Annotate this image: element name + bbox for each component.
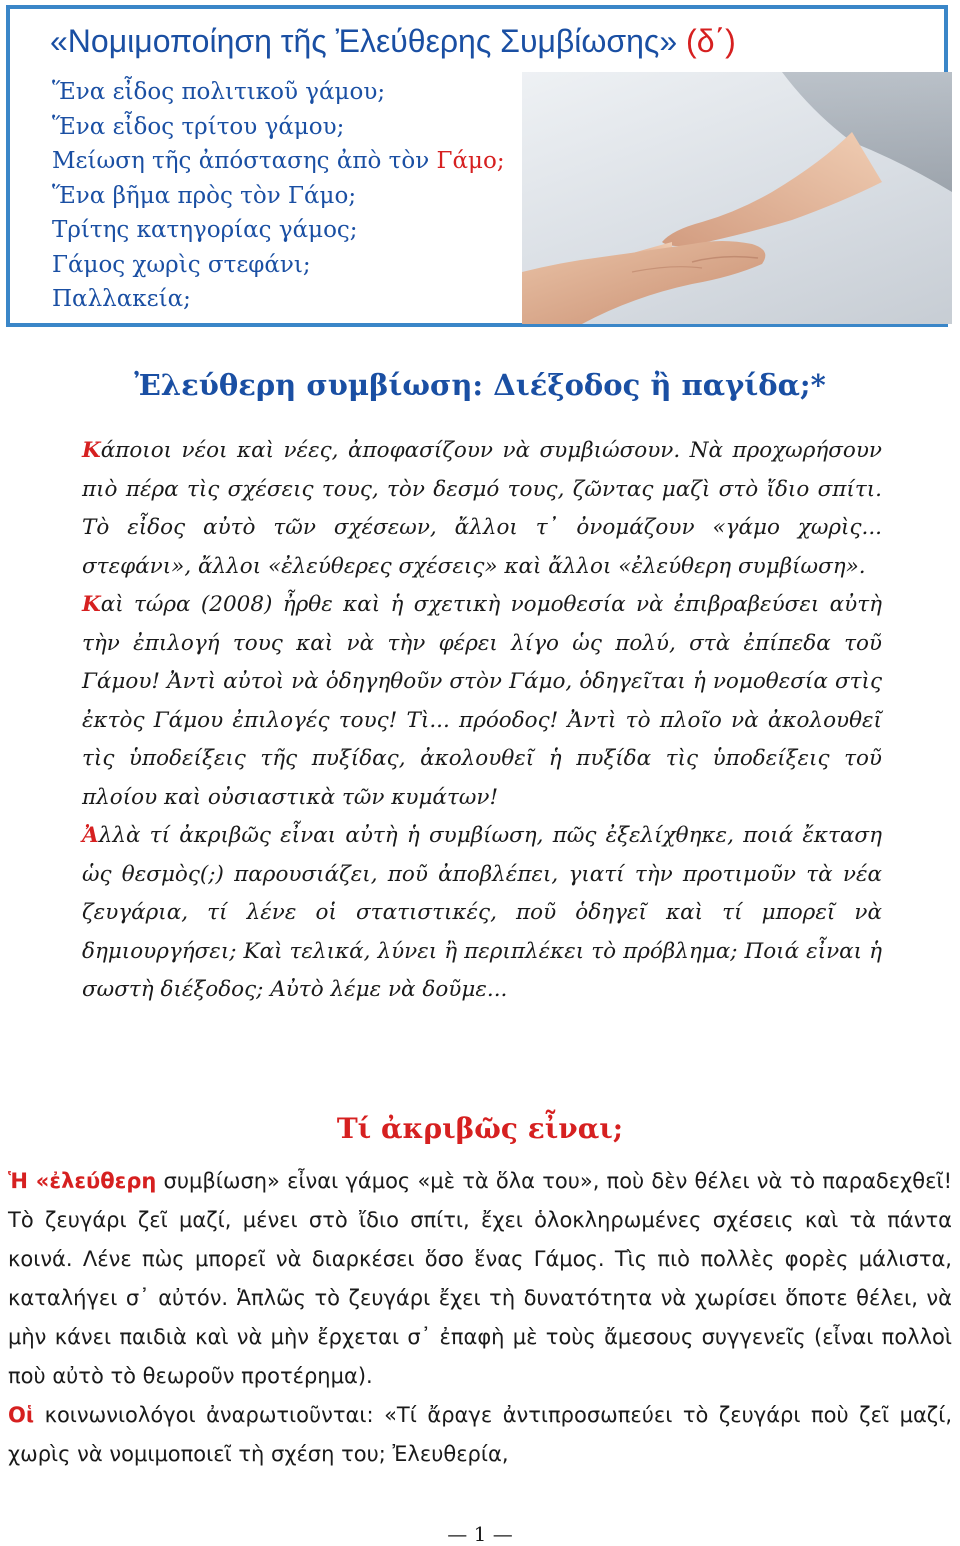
question-item: [52, 144, 505, 179]
hands-photo: [522, 72, 952, 324]
drop-letter: Κ: [82, 438, 101, 463]
section1-title: Ἐλεύθερη συμβίωση: Διέξοδος ἢ παγίδα;*: [134, 368, 826, 402]
question-item: Ἕνα εἶδος πολιτικοῦ γάμου;: [52, 79, 386, 105]
question-item: Γάμος χωρὶς στεφάνι;: [52, 251, 311, 278]
question-list: [52, 75, 505, 317]
question-item: Τρίτης κατηγορίας γάμος;: [52, 217, 358, 243]
paragraph: [82, 586, 882, 817]
paragraph-text: αὶ τώρα (2008) ἦρθε καὶ ἡ σχετικὴ νομοθεσία νὰ ἐπιβραβεύσει αὐτὴ τὴν ἐπιλογή τους καὶ νὰ τὴν φέρει λίγο ὡς πολύ, στὰ ἐπίπεδα τοῦ Γάμου! Ἀντὶ αὐτοὶ νὰ ὁδηγηθοῦν στὸν Γάμο, ὁδηγεῖται ἡ νομοθεσία στὶς ἐκτὸς Γάμου ἐπιλογές τους! Τὶ... πρόοδος! Ἀντὶ τὸ πλοῖο νὰ ἀκολουθεῖ τὶς ὑποδείξεις τῆς πυξίδας, ἀκολουθεῖ ἡ πυξίδα τὶς ὑποδείξεις τοῦ πλοίου καὶ οὐσιαστικὰ τῶν κυμάτων!: [82, 592, 882, 810]
header-title: [50, 23, 736, 60]
section1-text: [82, 432, 882, 1010]
paragraph: [82, 817, 882, 1010]
question-text: Μείωση τῆς ἀπόστασης ἀπὸ τὸν: [52, 148, 430, 174]
header-title-text: «Νομιμοποίηση τῆς Ἐλεύθερης Συμβίωσης»: [50, 23, 678, 59]
highlight-word: Ἡ «ἐλεύθερη: [8, 1169, 157, 1193]
highlight-word: Οἱ: [8, 1403, 35, 1427]
header-box: [6, 5, 948, 327]
section2-title: Τί ἀκριβῶς εἶναι;: [336, 1112, 624, 1145]
paragraph: [82, 432, 882, 586]
paragraph: [8, 1162, 952, 1396]
paragraph-text: λλὰ τί ἀκριβῶς εἶναι αὐτὴ ἡ συμβίωση, πῶς ἐξελίχθηκε, ποιά ἔκταση ὡς θεσμὸς(;) παρουσιάζει, ποῦ ἀποβλέπει, γιατί τὴν προτιμοῦν τὰ νέα ζευγάρια, τί λένε οἱ στατιστικές, ποῦ ὁδηγεῖ καὶ τί μπορεῖ νὰ δημιουργήσει; Καὶ τελικά, λύνει ἢ περιπλέκει τὸ πρόβλημα; Ποιά εἶναι ἡ σωστὴ διέξοδος; Αὐτὸ λέμε νὰ δοῦμε...: [82, 823, 882, 1002]
section2-text: [8, 1162, 952, 1474]
question-highlight: Γάμο;: [436, 148, 505, 174]
question-item: Παλλακεία;: [52, 286, 191, 312]
header-subtitle: (δ΄): [686, 23, 736, 59]
hands-illustration: [522, 72, 952, 324]
question-item: Ἕνα εἶδος τρίτου γάμου;: [52, 113, 345, 140]
paragraph: [8, 1396, 952, 1474]
paragraph-text: άποιοι νέοι καὶ νέες, ἀποφασίζουν νὰ συμβιώσουν. Νὰ προχωρήσουν πιὸ πέρα τὶς σχέσεις τους, τὸν δεσμό τους, ζῶντας μαζὶ στὸ ἴδιο σπίτι. Τὸ εἶδος αὐτὸ τῶν σχέσεων, ἄλλοι τ᾽ ὀνομάζουν «γάμο χωρὶς... στεφάνι», ἄλλοι «ἐλεύθερες σχέσεις» καὶ ἄλλοι «ἐλεύθερη συμβίωση».: [82, 438, 882, 579]
drop-letter: Κ: [82, 592, 101, 617]
question-item: Ἕνα βῆμα πρὸς τὸν Γάμο;: [52, 182, 357, 209]
drop-letter: Ἀ: [82, 823, 99, 848]
paragraph-text: συμβίωση» εἶναι γάμος «μὲ τὰ ὅλα του», ποὺ δὲν θέλει νὰ τὸ παραδεχθεῖ! Τὸ ζευγάρι ζεῖ μαζί, μένει στὸ ἴδιο σπίτι, ἔχει ὁλοκληρωμένες σχέσεις καὶ τὰ πάντα κοινά. Λένε πὼς μπορεῖ νὰ διαρκέσει ὅσο ἕνας Γάμος. Τὶς πιὸ πολλὲς φορὲς μάλιστα, καταλήγει σ᾽ αὐτόν. Ἁπλῶς τὸ ζευγάρι ἔχει τὴ δυνατότητα νὰ χωρίσει ὅποτε θέλει, νὰ μὴν κάνει παιδιὰ καὶ νὰ μὴν ἔρχεται σ᾽ ἐπαφὴ μὲ τοὺς ἄμεσους συγγενεῖς (εἶναι πολλοὶ ποὺ αὐτὸ τὸ θεωροῦν προτέρημα).: [8, 1169, 952, 1388]
page-number: — 1 —: [447, 1522, 513, 1546]
paragraph-text: κοινωνιολόγοι ἀναρωτιοῦνται: «Τί ἄραγε ἀντιπροσωπεύει τὸ ζευγάρι ποὺ ζεῖ μαζί, χωρὶς νὰ νομιμοποιεῖ τὴ σχέση του; Ἐλευθερία,: [8, 1403, 952, 1466]
